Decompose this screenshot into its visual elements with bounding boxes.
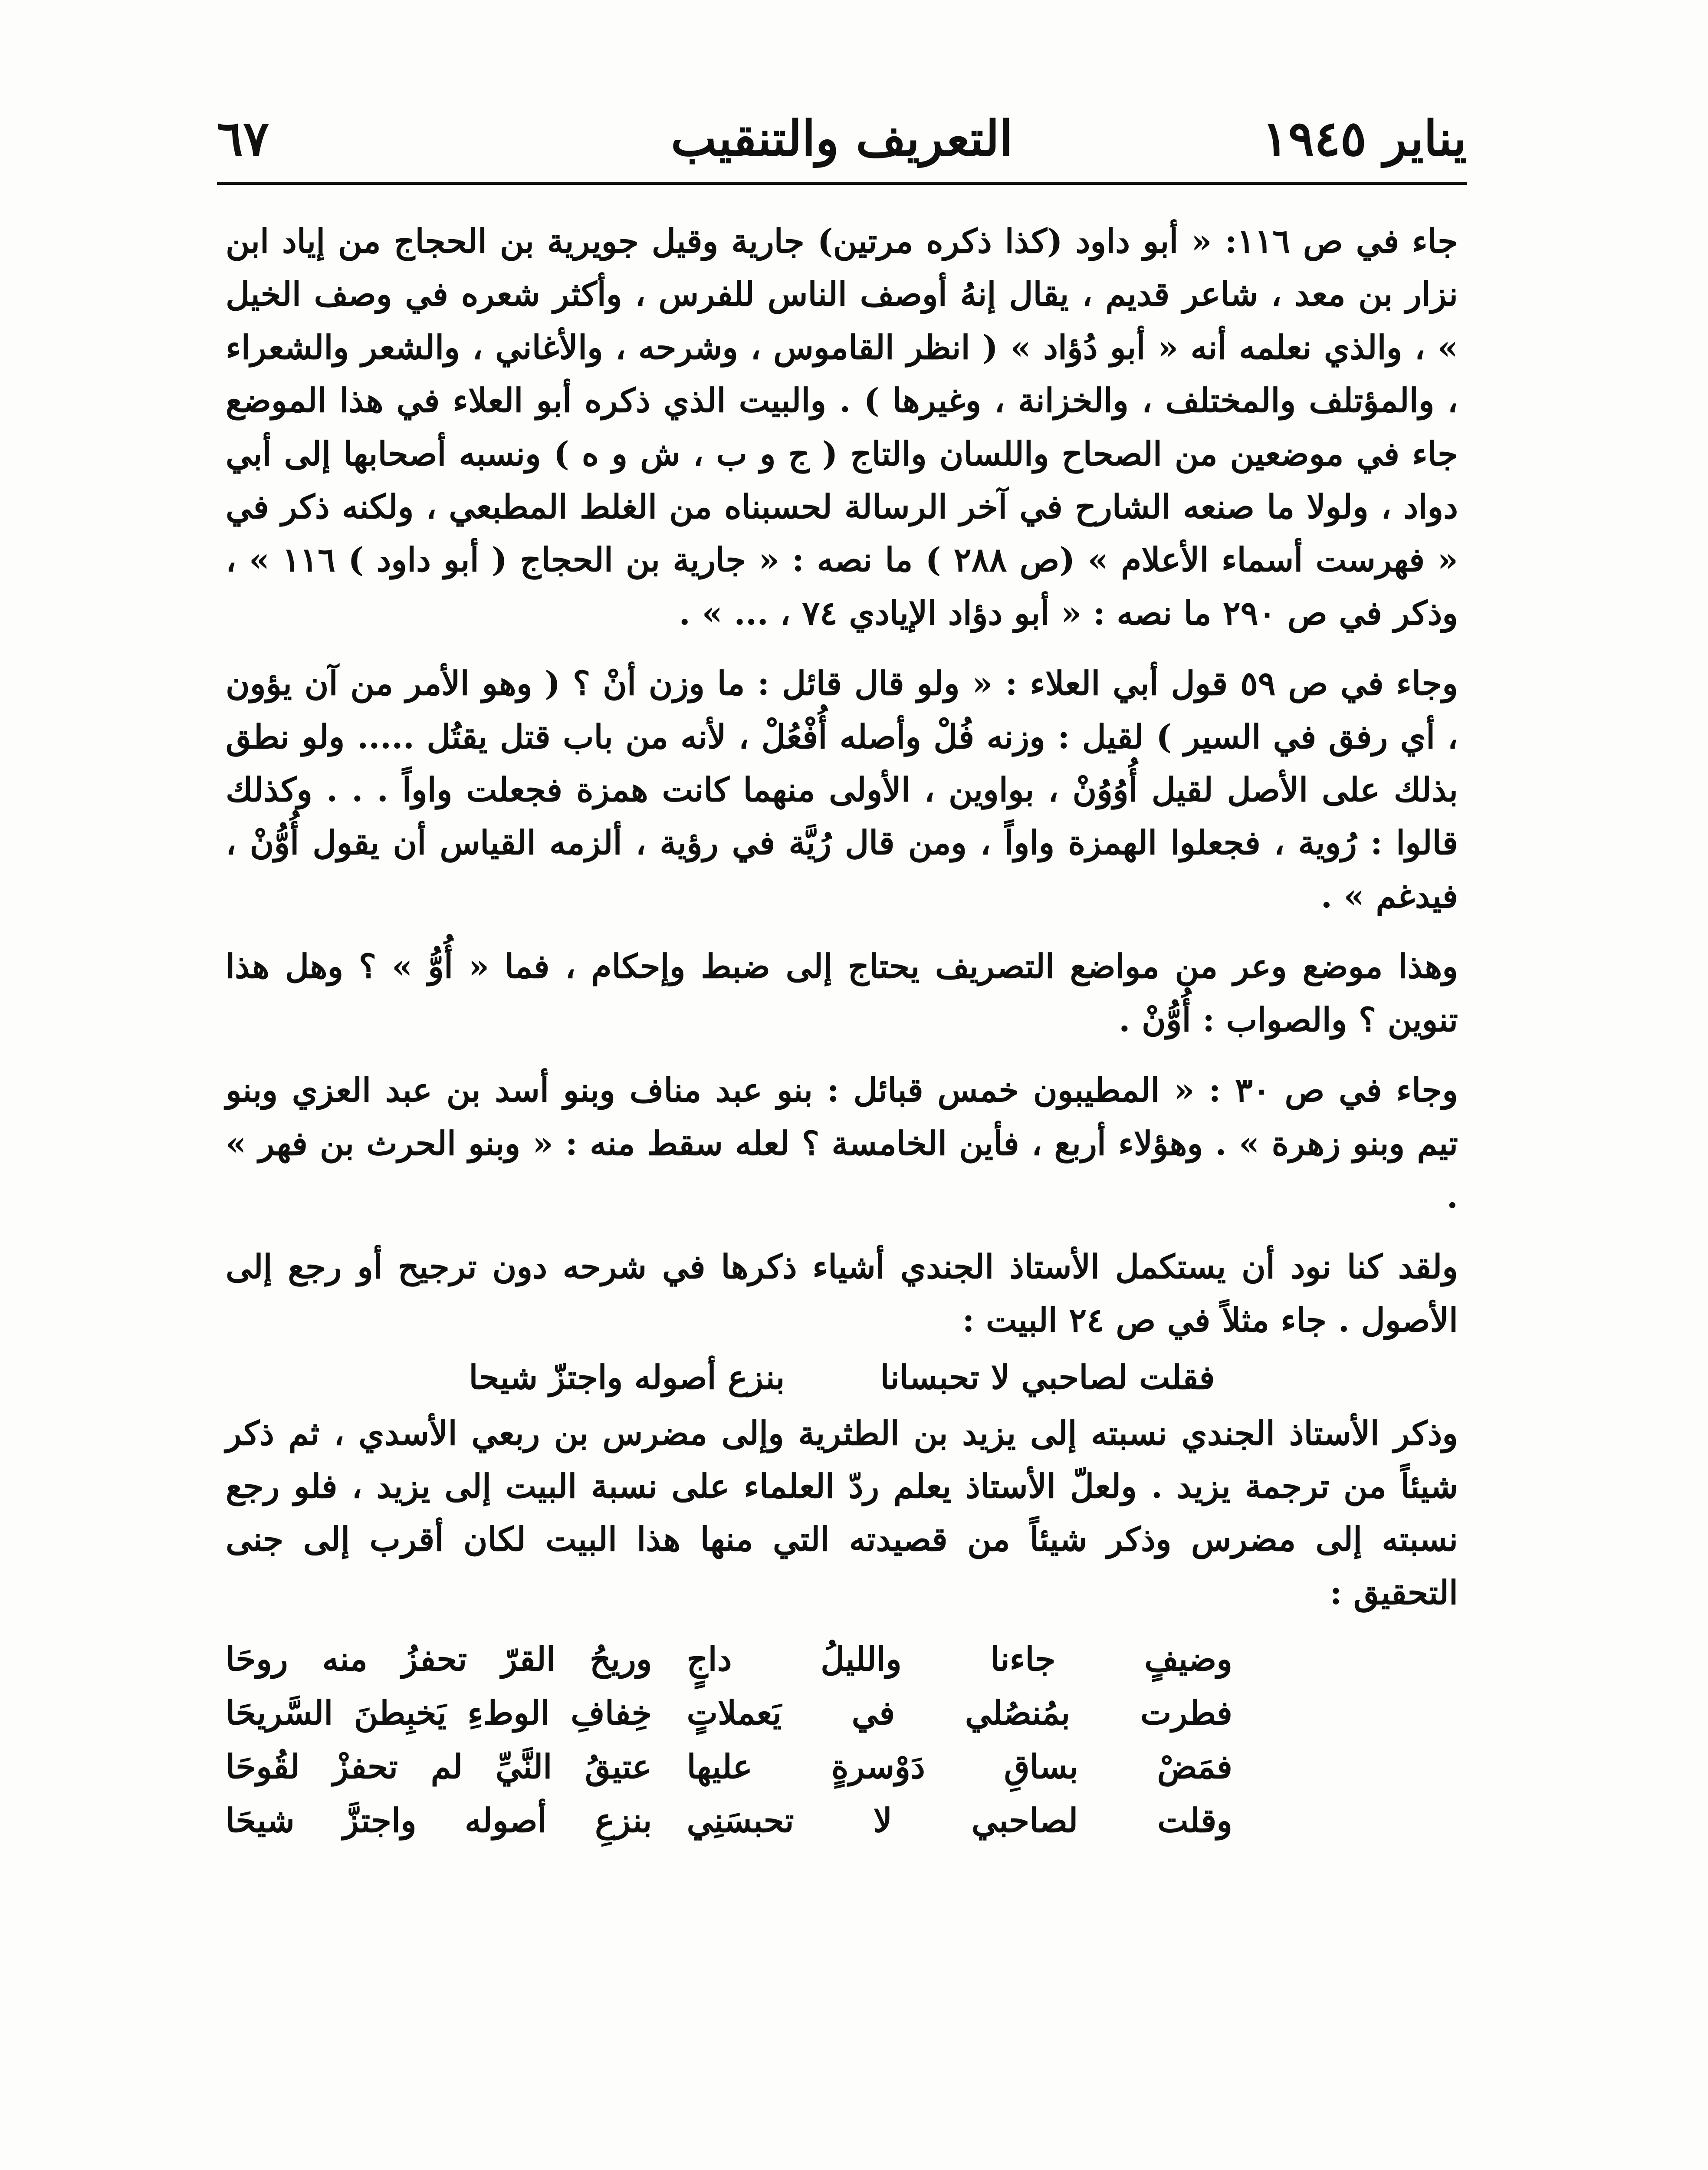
paragraph-tasrif: وهذا موضع وعر من مواضع التصريف يحتاج إلى ضبط وإحكام ، فما « أُوُّ » ؟ وهل هذا تنوين ؟ والصواب : أُوُّنْ . xyxy=(226,947,1458,1039)
paragraph-al-jundi: ولقد كنا نود أن يستكمل الأستاذ الجندي أشياء ذكرها في شرحه دون ترجيح أو رجع إلى الأصول . جاء مثلاً في ص ٢٤ البيت : xyxy=(226,1247,1458,1339)
poem-second-hemistich: بنزعِ أصوله واجتزَّ شيحَا xyxy=(226,1801,652,1840)
paragraph-mutayyabun: وجاء في ص ٣٠ : « المطيبون خمس قبائل : بنو عبد مناف وبنو أسد بن عبد العزي وبنو تيم وبنو زهرة » . وهؤلاء أربع ، فأين الخامسة ؟ لعله سقط منه : « وبنو الحرث بن فهر » . xyxy=(226,1071,1458,1216)
running-head xyxy=(217,108,1467,169)
verse-second-hemistich: بنزع أصوله واجتزّ شيحا xyxy=(469,1358,785,1397)
header-title: التعريف والتنقيب xyxy=(670,110,1013,167)
poem-first-hemistich: وقلت لصاحبي لا تحبسَنِي xyxy=(686,1801,1232,1840)
paragraph-attribution: وذكر الأستاذ الجندي نسبته إلى يزيد بن الطثرية وإلى مضرس بن ربعي الأسدي ، ثم ذكر شيئاً من ترجمة يزيد . ولعلّ الأستاذ يعلم ردّ العلماء على نسبة البيت إلى يزيد ، فلو رجع نسبته إلى مضرس وذكر شيئاً من قصيدته التي منها هذا البيت لكان أقرب إلى جنى التحقيق : xyxy=(226,1414,1458,1612)
article-body xyxy=(226,215,1458,1848)
poem-line xyxy=(226,1740,1232,1794)
poem-second-hemistich: عتيقُ النَّيِّ لم تحفزْ لقُوحَا xyxy=(226,1747,652,1786)
poem-line xyxy=(226,1632,1232,1686)
header-date: يناير ١٩٤٥ xyxy=(1262,110,1467,167)
poem-first-hemistich: فطرت بمُنصُلي في يَعملاتٍ xyxy=(686,1693,1232,1733)
poem-first-hemistich: وضيفٍ جاءنا والليلُ داجٍ xyxy=(686,1640,1232,1679)
paragraph-wazn-awn: وجاء في ص ٥٩ قول أبي العلاء : « ولو قال قائل : ما وزن أنْ ؟ ( وهو الأمر من آن يؤون ، أي رفق في السير ) لقيل : وزنه فُلْ وأصله أُفْعُلْ ، لأنه من باب قتل يقتُل ..... ولو نطق بذلك على الأصل لقيل أُوُوُنْ ، بواوين ، الأولى منهما كانت همزة فجعلت واواً . . . وكذلك قالوا : رُوية ، فجعلوا الهمزة واواً ، ومن قال رُيَّة في رؤية ، ألزمه القياس أن يقول أُوُّنْ ، فيدغم » . xyxy=(226,664,1458,915)
poem xyxy=(226,1632,1458,1848)
page-number: ٦٧ xyxy=(217,110,269,167)
poem-first-hemistich: فمَضْ بساقِ دَوْسرةٍ عليها xyxy=(686,1747,1232,1786)
poem-second-hemistich: وريحُ القرّ تحفزُ منه روحَا xyxy=(226,1640,652,1679)
poem-line xyxy=(226,1794,1232,1848)
poem-line xyxy=(226,1686,1232,1740)
poem-second-hemistich: خِفافِ الوطءِ يَخبِطنَ السَّريحَا xyxy=(226,1693,652,1733)
paragraph-abu-duad: جاء في ص ١١٦: « أبو داود (كذا ذكره مرتين) جارية وقيل جويرية بن الحجاج من إياد ابن نزار بن معد ، شاعر قديم ، يقال إنهُ أوصف الناس للفرس ، وأكثر شعره في وصف الخيل » ، والذي نعلمه أنه « أبو دُؤاد » ( انظر القاموس ، وشرحه ، والأغاني ، والشعر والشعراء ، والمؤتلف والمختلف ، والخزانة ، وغيرها ) . والبيت الذي ذكره أبو العلاء في هذا الموضع جاء في موضعين من الصحاح واللسان والتاج ( ج و ب ، ش و ه ) ونسبه أصحابها إلى أبي دواد ، ولولا ما صنعه الشارح في آخر الرسالة لحسبناه من الغلط المطبعي ، ولكنه ذكر في « فهرست أسماء الأعلام » (ص ٢٨٨ ) ما نصه : « جارية بن الحجاج ( أبو داود ) ١١٦ » ، وذكر في ص ٢٩٠ ما نصه : « أبو دؤاد الإيادي ٧٤ ، ... » . xyxy=(226,222,1458,632)
quoted-verse xyxy=(226,1351,1458,1404)
header-divider xyxy=(217,182,1467,185)
verse-first-hemistich: فقلت لصاحبي لا تحبسانا xyxy=(880,1358,1215,1397)
